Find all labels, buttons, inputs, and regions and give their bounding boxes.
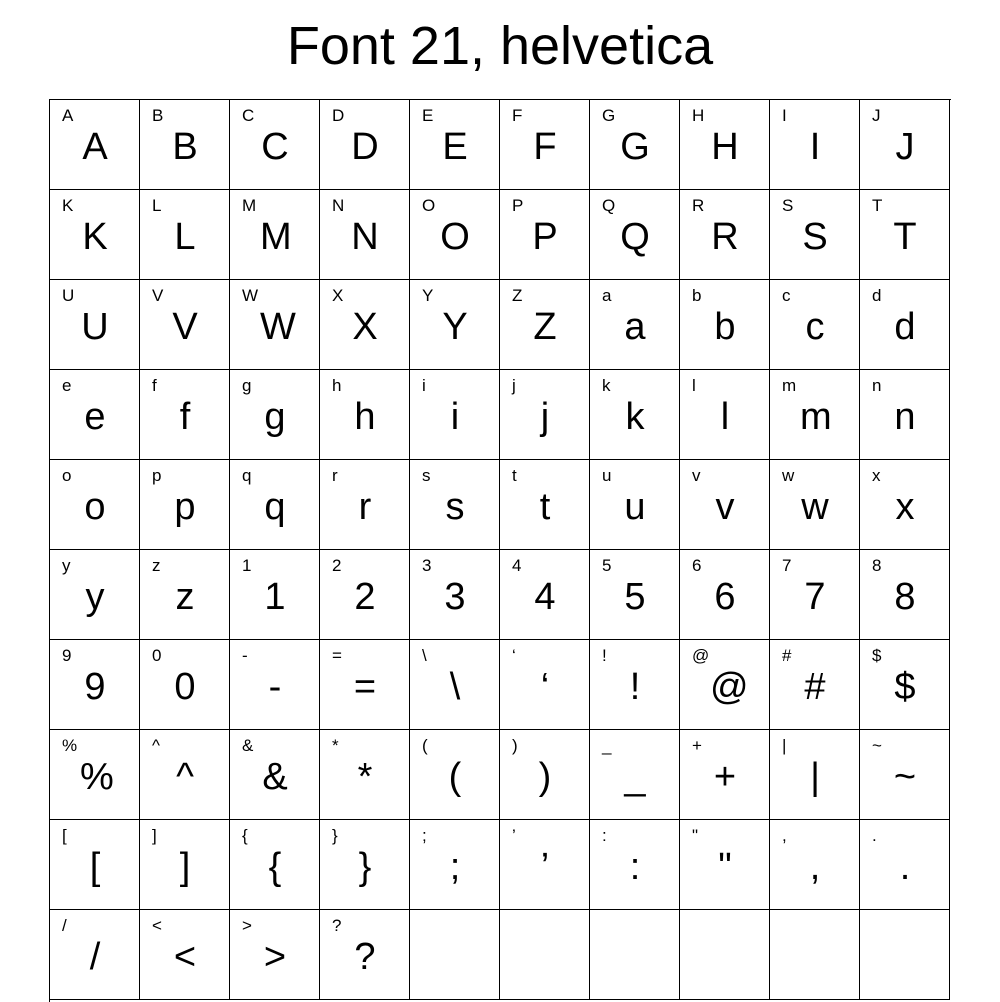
cell-glyph: _ <box>624 756 646 798</box>
cell-label: ^ <box>152 736 160 755</box>
cell-glyph: & <box>262 756 288 798</box>
page-title: Font 21, helvetica <box>286 16 714 76</box>
glyph-cell <box>410 640 500 730</box>
cell-glyph: o <box>84 486 106 528</box>
cell-label: 9 <box>62 646 72 665</box>
cell-glyph: w <box>801 486 829 528</box>
glyph-cell <box>50 640 140 730</box>
cell-label: E <box>422 106 434 125</box>
glyph-cell <box>590 820 680 910</box>
glyph-cell <box>320 100 410 190</box>
cell-label: * <box>332 736 339 755</box>
cell-glyph: 1 <box>264 576 286 618</box>
cell-label: k <box>602 376 611 395</box>
glyph-cell <box>500 370 590 460</box>
cell-glyph: u <box>624 486 646 528</box>
glyph-cell <box>50 460 140 550</box>
cell-glyph: % <box>80 756 114 798</box>
glyph-cell <box>140 280 230 370</box>
glyph-cell <box>500 640 590 730</box>
cell-label: , <box>782 826 787 845</box>
cell-label: S <box>782 196 794 215</box>
glyph-cell <box>590 370 680 460</box>
cell-glyph: ‘ <box>540 666 550 708</box>
glyph-cell <box>230 910 320 1000</box>
cell-label: f <box>152 376 157 395</box>
glyph-cell <box>140 460 230 550</box>
glyph-cell <box>500 820 590 910</box>
cell-label: M <box>242 196 257 215</box>
cell-label: I <box>782 106 787 125</box>
cell-glyph: 0 <box>174 666 196 708</box>
cell-glyph: i <box>450 396 460 438</box>
cell-label: " <box>692 826 699 845</box>
cell-glyph: # <box>804 666 826 708</box>
cell-label: : <box>602 826 607 845</box>
cell-label: _ <box>602 736 612 755</box>
cell-glyph: ’ <box>540 846 550 888</box>
glyph-cell <box>500 730 590 820</box>
glyph-cell <box>140 370 230 460</box>
glyph-cell <box>230 370 320 460</box>
cell-glyph: G <box>620 126 650 168</box>
cell-label: . <box>872 826 877 845</box>
cell-glyph: f <box>179 396 191 438</box>
glyph-cell <box>230 820 320 910</box>
glyph-cell <box>410 730 500 820</box>
glyph-cell <box>50 820 140 910</box>
cell-label: p <box>152 466 162 485</box>
glyph-cell <box>680 640 770 730</box>
glyph-cell <box>230 550 320 640</box>
cell-label: ( <box>422 736 428 755</box>
glyph-cell <box>590 280 680 370</box>
cell-glyph: Z <box>533 306 557 348</box>
cell-glyph: Y <box>442 306 468 348</box>
cell-label: g <box>242 376 252 395</box>
glyph-cell <box>230 640 320 730</box>
glyph-cell <box>50 370 140 460</box>
cell-glyph: a <box>624 306 646 348</box>
cell-glyph: d <box>894 306 916 348</box>
glyph-cell <box>140 190 230 280</box>
glyph-cell <box>230 460 320 550</box>
glyph-cell <box>680 730 770 820</box>
cell-label: l <box>692 376 696 395</box>
glyph-cell <box>590 550 680 640</box>
cell-glyph: = <box>353 666 377 708</box>
glyph-cell <box>860 550 950 640</box>
cell-label: ? <box>332 916 342 935</box>
cell-label: 1 <box>242 556 252 575</box>
cell-glyph: L <box>174 216 196 258</box>
cell-glyph: Q <box>620 216 650 258</box>
cell-glyph: ! <box>629 666 641 708</box>
glyph-cell <box>680 910 770 1000</box>
glyph-cell <box>410 460 500 550</box>
glyph-cell <box>770 190 860 280</box>
cell-label: H <box>692 106 705 125</box>
cell-glyph: B <box>172 126 198 168</box>
cell-label: m <box>782 376 797 395</box>
cell-glyph: 3 <box>444 576 466 618</box>
glyph-cell <box>230 100 320 190</box>
cell-glyph: v <box>715 486 735 528</box>
glyph-cell <box>770 460 860 550</box>
glyph-cell <box>320 370 410 460</box>
glyph-cell <box>770 910 860 1000</box>
cell-glyph: - <box>268 666 282 708</box>
cell-glyph: . <box>899 846 911 888</box>
glyph-cell <box>140 550 230 640</box>
glyph-cell <box>680 820 770 910</box>
glyph-cell <box>410 100 500 190</box>
cell-label: Z <box>512 286 523 305</box>
cell-label: i <box>422 376 426 395</box>
cell-label: P <box>512 196 524 215</box>
glyph-cell <box>320 820 410 910</box>
cell-glyph: ] <box>179 846 191 888</box>
cell-label: 6 <box>692 556 702 575</box>
cell-glyph: I <box>809 126 821 168</box>
cell-label: K <box>62 196 74 215</box>
cell-label: 4 <box>512 556 522 575</box>
cell-label: { <box>242 826 248 845</box>
cell-label: ; <box>422 826 427 845</box>
cell-label: s <box>422 466 431 485</box>
cell-label: % <box>62 736 78 755</box>
glyph-cell <box>140 820 230 910</box>
cell-glyph: @ <box>710 666 749 708</box>
cell-glyph: ( <box>448 756 462 798</box>
cell-label: 2 <box>332 556 342 575</box>
cell-label: C <box>242 106 255 125</box>
cell-glyph: C <box>261 126 289 168</box>
cell-glyph: 4 <box>534 576 556 618</box>
cell-glyph: W <box>260 306 296 348</box>
cell-glyph: X <box>352 306 378 348</box>
cell-glyph: A <box>82 126 108 168</box>
cell-glyph: P <box>532 216 558 258</box>
cell-glyph: > <box>263 936 287 978</box>
glyph-cell <box>590 460 680 550</box>
glyph-cell <box>410 190 500 280</box>
glyph-cell <box>590 640 680 730</box>
cell-glyph: ? <box>354 936 376 978</box>
cell-label: A <box>62 106 74 125</box>
cell-label: U <box>62 286 75 305</box>
cell-label: = <box>332 646 342 665</box>
cell-label: y <box>62 556 71 575</box>
cell-glyph: + <box>713 756 737 798</box>
cell-glyph: q <box>264 486 286 528</box>
cell-glyph: s <box>445 486 465 528</box>
cell-glyph: " <box>718 846 732 888</box>
cell-label: [ <box>62 826 67 845</box>
glyph-cell <box>320 550 410 640</box>
cell-label: h <box>332 376 342 395</box>
glyph-cell <box>410 910 500 1000</box>
cell-label: W <box>242 286 259 305</box>
cell-glyph: M <box>260 216 292 258</box>
cell-label: $ <box>872 646 882 665</box>
cell-label: V <box>152 286 164 305</box>
glyph-cell <box>770 640 860 730</box>
glyph-cell <box>860 370 950 460</box>
cell-glyph: \ <box>449 666 461 708</box>
glyph-cell <box>50 550 140 640</box>
cell-label: q <box>242 466 252 485</box>
cell-glyph: R <box>711 216 739 258</box>
glyph-cell <box>410 550 500 640</box>
cell-glyph: T <box>893 216 917 258</box>
cell-glyph: F <box>533 126 557 168</box>
glyph-cell <box>50 280 140 370</box>
cell-glyph: 9 <box>84 666 106 708</box>
glyph-cell <box>860 460 950 550</box>
cell-label: j <box>512 376 516 395</box>
glyph-cell <box>50 730 140 820</box>
cell-glyph: z <box>175 576 195 618</box>
cell-label: Q <box>602 196 616 215</box>
cell-label: 0 <box>152 646 162 665</box>
glyph-cell <box>590 100 680 190</box>
cell-glyph: k <box>625 396 645 438</box>
cell-label: Y <box>422 286 434 305</box>
glyph-cell <box>320 730 410 820</box>
glyph-cell <box>860 190 950 280</box>
glyph-cell <box>500 550 590 640</box>
glyph-cell <box>500 190 590 280</box>
glyph-grid <box>49 99 951 1002</box>
cell-glyph: g <box>264 396 286 438</box>
cell-glyph: h <box>354 396 376 438</box>
glyph-cell <box>320 280 410 370</box>
cell-label: u <box>602 466 612 485</box>
cell-glyph: $ <box>894 666 916 708</box>
cell-glyph: [ <box>89 846 101 888</box>
cell-glyph: m <box>800 396 832 438</box>
cell-label: t <box>512 466 517 485</box>
cell-glyph: } <box>358 846 372 888</box>
cell-glyph: 6 <box>714 576 736 618</box>
glyph-cell <box>500 910 590 1000</box>
glyph-cell <box>680 100 770 190</box>
cell-glyph: D <box>351 126 379 168</box>
cell-glyph: r <box>358 486 372 528</box>
cell-glyph: < <box>173 936 197 978</box>
glyph-cell <box>860 730 950 820</box>
glyph-cell <box>590 730 680 820</box>
cell-label: ’ <box>512 826 516 845</box>
cell-label: ‘ <box>512 646 516 665</box>
cell-glyph: j <box>540 396 550 438</box>
glyph-cell <box>320 190 410 280</box>
glyph-cell <box>860 100 950 190</box>
cell-label: o <box>62 466 72 485</box>
cell-label: T <box>872 196 883 215</box>
cell-label: ! <box>602 646 607 665</box>
glyph-cell <box>140 730 230 820</box>
cell-glyph: x <box>895 486 915 528</box>
cell-label: w <box>782 466 795 485</box>
glyph-cell <box>680 550 770 640</box>
glyph-cell <box>590 910 680 1000</box>
cell-label: > <box>242 916 252 935</box>
cell-label: \ <box>422 646 427 665</box>
cell-glyph: S <box>802 216 828 258</box>
cell-glyph: ~ <box>893 756 917 798</box>
glyph-cell <box>860 640 950 730</box>
cell-glyph: t <box>539 486 551 528</box>
cell-glyph: H <box>711 126 739 168</box>
cell-glyph: 5 <box>624 576 646 618</box>
glyph-cell <box>770 820 860 910</box>
glyph-cell <box>680 280 770 370</box>
cell-glyph: V <box>172 306 198 348</box>
glyph-cell <box>500 460 590 550</box>
cell-label: 5 <box>602 556 612 575</box>
cell-glyph: ^ <box>176 756 194 798</box>
glyph-cell <box>140 100 230 190</box>
cell-glyph: 2 <box>354 576 376 618</box>
glyph-cell <box>860 820 950 910</box>
glyph-cell <box>320 640 410 730</box>
cell-label: 7 <box>782 556 792 575</box>
glyph-cell <box>860 910 950 1000</box>
cell-label: R <box>692 196 705 215</box>
glyph-cell <box>230 280 320 370</box>
glyph-cell <box>230 730 320 820</box>
glyph-cell <box>500 100 590 190</box>
cell-glyph: ; <box>449 846 461 888</box>
cell-label: z <box>152 556 161 575</box>
glyph-cell <box>140 910 230 1000</box>
cell-label: & <box>242 736 254 755</box>
cell-label: v <box>692 466 701 485</box>
cell-label: ~ <box>872 736 882 755</box>
glyph-cell <box>590 190 680 280</box>
cell-glyph: N <box>351 216 379 258</box>
cell-label: < <box>152 916 162 935</box>
cell-glyph: * <box>357 756 373 798</box>
cell-glyph: e <box>84 396 106 438</box>
cell-label: - <box>242 646 248 665</box>
cell-label: + <box>692 736 702 755</box>
cell-glyph: ) <box>538 756 552 798</box>
cell-glyph: p <box>174 486 196 528</box>
cell-label: N <box>332 196 345 215</box>
cell-label: B <box>152 106 164 125</box>
cell-label: 3 <box>422 556 432 575</box>
glyph-cell <box>770 550 860 640</box>
glyph-cell <box>680 460 770 550</box>
cell-glyph: / <box>89 936 101 978</box>
cell-label: c <box>782 286 791 305</box>
cell-glyph: l <box>720 396 730 438</box>
cell-label: b <box>692 286 702 305</box>
cell-label: } <box>332 826 338 845</box>
glyph-cell <box>410 280 500 370</box>
cell-label: e <box>62 376 72 395</box>
cell-label: | <box>782 736 787 755</box>
cell-glyph: U <box>81 306 109 348</box>
cell-glyph: E <box>442 126 468 168</box>
glyph-cell <box>500 280 590 370</box>
cell-label: G <box>602 106 616 125</box>
cell-label: # <box>782 646 792 665</box>
glyph-cell <box>680 190 770 280</box>
glyph-cell <box>410 820 500 910</box>
cell-label: D <box>332 106 345 125</box>
glyph-cell <box>770 280 860 370</box>
glyph-cell <box>860 280 950 370</box>
cell-glyph: K <box>82 216 108 258</box>
cell-label: / <box>62 916 67 935</box>
glyph-cell <box>320 460 410 550</box>
glyph-cell <box>410 370 500 460</box>
glyph-cell <box>50 910 140 1000</box>
cell-label: x <box>872 466 881 485</box>
cell-glyph: y <box>85 576 105 618</box>
cell-label: O <box>422 196 436 215</box>
cell-label: ) <box>512 736 518 755</box>
glyph-cell <box>770 370 860 460</box>
cell-glyph: { <box>268 846 282 888</box>
cell-glyph: J <box>895 126 915 168</box>
glyph-cell <box>770 730 860 820</box>
cell-label: X <box>332 286 344 305</box>
cell-glyph: | <box>810 756 820 798</box>
cell-label: ] <box>152 826 157 845</box>
glyph-cell <box>770 100 860 190</box>
cell-glyph: , <box>809 846 821 888</box>
cell-label: d <box>872 286 882 305</box>
cell-label: n <box>872 376 882 395</box>
cell-label: r <box>332 466 338 485</box>
cell-glyph: 7 <box>804 576 826 618</box>
cell-label: @ <box>692 646 710 665</box>
cell-label: L <box>152 196 162 215</box>
cell-label: a <box>602 286 612 305</box>
cell-label: J <box>872 106 881 125</box>
cell-label: F <box>512 106 523 125</box>
cell-glyph: : <box>629 846 641 888</box>
glyph-cell <box>230 190 320 280</box>
glyph-cell <box>50 190 140 280</box>
cell-glyph: O <box>440 216 470 258</box>
glyph-cell <box>680 370 770 460</box>
cell-label: 8 <box>872 556 882 575</box>
cell-glyph: b <box>714 306 736 348</box>
cell-glyph: c <box>805 306 825 348</box>
cell-glyph: 8 <box>894 576 916 618</box>
glyph-cell <box>50 100 140 190</box>
glyph-cell <box>320 910 410 1000</box>
glyph-cell <box>140 640 230 730</box>
cell-glyph: n <box>894 396 916 438</box>
